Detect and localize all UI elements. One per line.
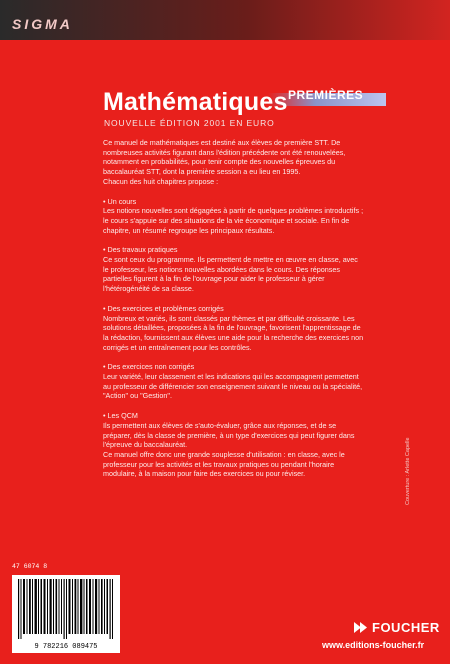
edition-subtitle: NOUVELLE ÉDITION 2001 EN EURO xyxy=(104,118,275,128)
series-logo: SIGMA xyxy=(12,16,73,32)
section-exercices-non-corriges xyxy=(103,362,365,401)
section-text: Les notions nouvelles sont dégagées à partir de quelques problèmes introductifs ; le cours s'appuie sur des situations de la vie économique et sociale. En fin de chapitre, un résumé regroupe les principaux résultats. xyxy=(103,206,364,235)
section-travaux-pratiques xyxy=(103,245,365,294)
lead-paragraph: Chacun des huit chapitres propose : xyxy=(103,176,219,186)
section-text: Ils permettent aux élèves de s'auto-évaluer, grâce aux réponses, et de se préparer, dès la classe de première, à un type d'exercices qui peut figurer dans l'épreuve du baccalauréat. xyxy=(103,420,355,450)
barcode-area xyxy=(12,563,122,655)
back-cover-text xyxy=(103,138,365,479)
foucher-logo-icon xyxy=(352,621,368,634)
section-cours xyxy=(103,197,365,236)
section-heading: • Des travaux pratiques xyxy=(103,245,178,255)
title-block xyxy=(103,88,288,128)
product-code: 47 6074 8 xyxy=(12,563,48,570)
section-text: Ce sont ceux du programme. Ils permettent de mettre en œuvre en classe, avec le professeur, les notions nouvelles abordées dans le cours. Des réponses partielles figurent à la fin de l'ouvrage pour aider le professeur à gérer l'hétérogénéité de sa classe. xyxy=(103,255,358,294)
section-heading: • Des exercices et problèmes corrigés xyxy=(103,303,224,313)
section-heading: • Un cours xyxy=(103,196,137,206)
section-heading: • Les QCM xyxy=(103,411,138,421)
barcode-number: 9 782216 089475 xyxy=(12,641,120,653)
book-title: Mathématiques xyxy=(103,88,288,116)
publisher-url[interactable]: www.editions-foucher.fr xyxy=(322,640,425,650)
section-exercices-corriges xyxy=(103,304,365,353)
section-text: Nombreux et variés, ils sont classés par thèmes et par difficulté croissante. Les solutions détaillées, proposées à la fin de l'ouvrage, favorisent l'apprentissage de la rédaction, fournissent aux élèves une aide pour la recherche des exercices non corrigés et un entraînement pour les contrôles. xyxy=(103,313,364,352)
conclusion-paragraph: Ce manuel offre donc une grande souplesse d'utilisation : en classe, avec le professeur pour les activités et les travaux pratiques ou pendant l'horaire modulaire, à la maison pour faire des exercices ou pour réviser. xyxy=(103,449,345,479)
publisher-name: FOUCHER xyxy=(372,620,440,635)
cover-credit: Couverture : Arlette Capelle xyxy=(405,437,411,505)
section-qcm xyxy=(103,411,365,450)
section-text: Leur variété, leur classement et les indications qui les accompagnent permettent au professeur de différencier son enseignement suivant le niveau ou la spécialité, "Action" ou "Gestion". xyxy=(103,372,363,401)
level-badge: PREMIÈRES xyxy=(288,88,364,102)
section-heading: • Des exercices non corrigés xyxy=(103,362,195,372)
barcode xyxy=(12,575,120,641)
intro-paragraph: Ce manuel de mathématiques est destiné aux élèves de première STT. De nombreuses activités figurant dans l'édition précédente ont été renouvelées, notamment en probabilités, pour tenir compte des nouvelles épreuves du baccalauréat STT, dont la première session a eu lieu en 1995. xyxy=(103,138,346,177)
barcode-bars xyxy=(16,579,116,639)
